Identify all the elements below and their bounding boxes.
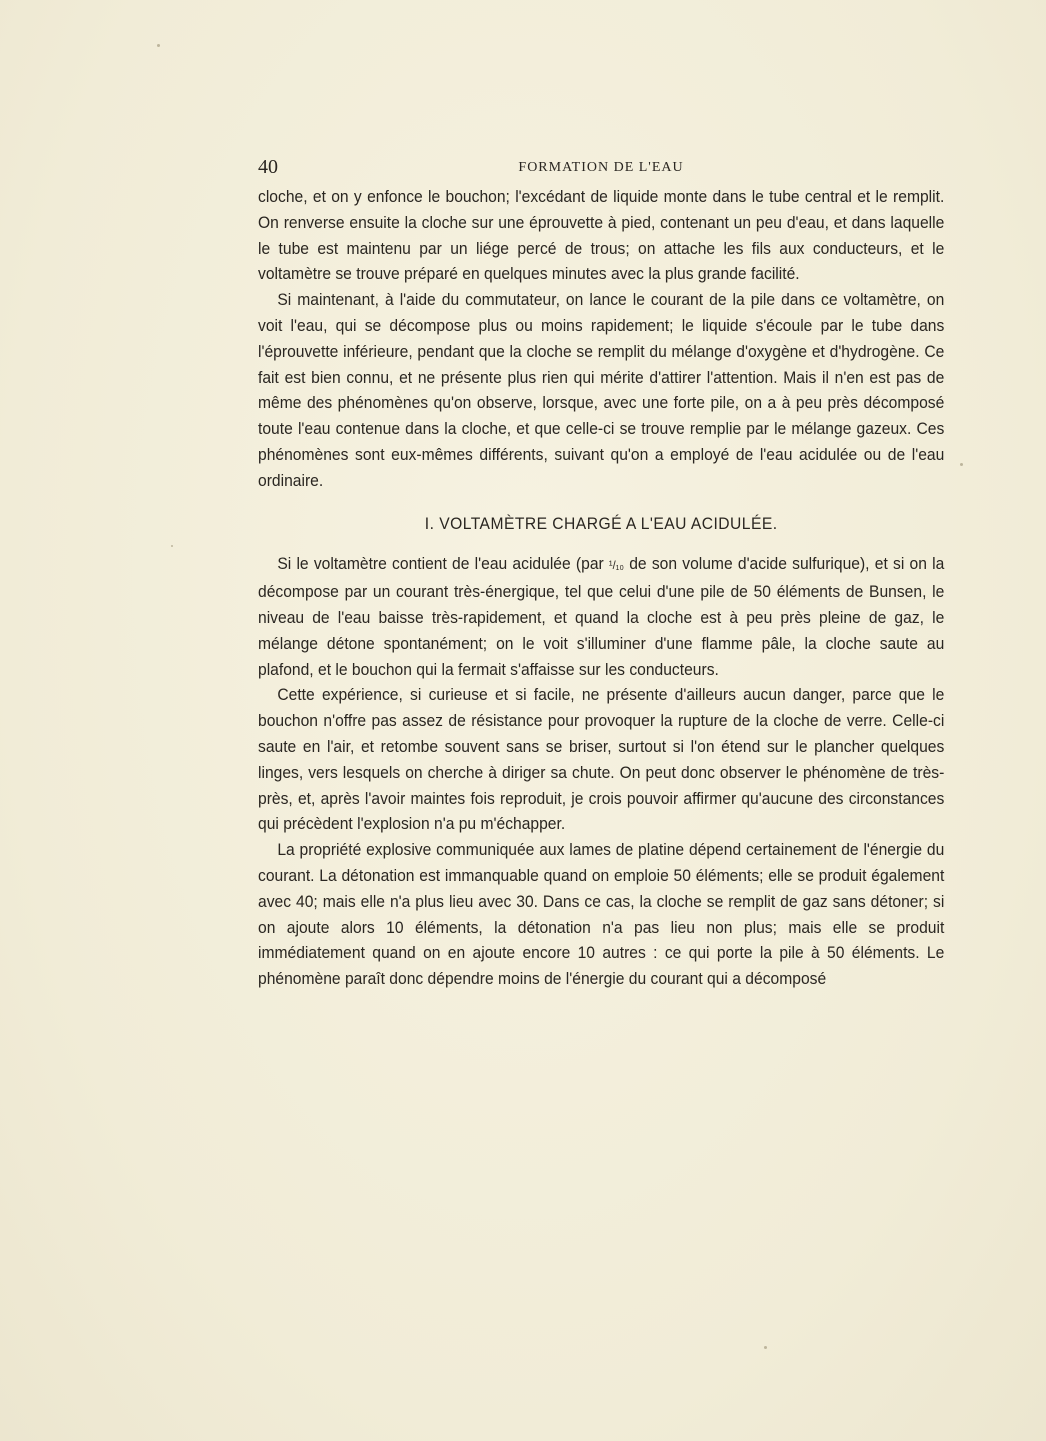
paragraph: Si maintenant, à l'aide du commutateur, on lance le courant de la pile dans ce voltamètre, on voit l'eau, qui se décompose plus ou moins rapidement; le liquide s'écoule par le tube dans l'éprouvette inférieure, pendant que la cloche se remplit du mélange d'oxygène et d'hydrogène. Ce fait est bien connu, et ne présente plus rien qui mérite d'attirer l'attention. Mais il n'en est pas de même des phénomènes qu'on observe, lorsque, avec une forte pile, on a à peu près décomposé toute l'eau contenue dans la cloche, et que celle-ci se trouve remplie par le mélange gazeux. Ces phénomènes sont eux-mêmes différents, suivant qu'on a employé de l'eau acidulée ou de l'eau ordinaire. — [258, 290, 945, 490]
page-number: 40 — [258, 156, 278, 178]
paragraph: La propriété explosive communiquée aux lames de platine dépend certainement de l'énergie du courant. La détonation est immanquable quand on emploie 50 éléments; elle se produit également avec 40; mais elle n'a plus lieu avec 30. Dans ce cas, la cloche se remplit de gaz sans détoner; si on ajoute alors 10 éléments, la détonation n'a pas lieu non plus; mais elle se produit immédiatement quand on en ajoute encore 10 autres : ce qui porte la pile à 50 éléments. Le phénomène paraît donc dépendre moins de l'énergie du courant qui a décomposé — [258, 840, 945, 989]
paper-speck — [171, 545, 173, 547]
paragraph-text: de son volume d'acide sulfurique), et si on la décompose par un courant très-énergique, tel que celui d'une pile de 50 éléments de Bunsen, le niveau de l'eau baisse très-rapidement, et quand la cloche est à peu près pleine de gaz, le mélange détone spontanément; on le voit s'illuminer d'une flamme pâle, la cloche saute au plafond, et le bouchon qui la fermait s'affaisse sur les conducteurs. — [258, 554, 945, 679]
page-header — [258, 154, 944, 180]
paper-speck — [157, 44, 160, 47]
section-heading: I. VOLTAMÈTRE CHARGÉ A L'EAU ACIDULÉE. — [424, 513, 778, 533]
paragraph: Cette expérience, si curieuse et si facile, ne présente d'ailleurs aucun danger, parce que le bouchon n'offre pas assez de résistance pour provoquer la rupture de la cloche de verre. Celle-ci saute en l'air, et retombe souvent sans se briser, surtout si l'on étend sur le plancher quelques linges, vers lesquels on cherche à diriger sa chute. On peut donc observer le phénomène de très-près, et, après l'avoir maintes fois reproduit, je crois pouvoir affirmer qu'aucune des circonstances qui précèdent l'explosion n'a pu m'échapper. — [258, 685, 945, 834]
paragraph: cloche, et on y enfonce le bouchon; l'excédant de liquide monte dans le tube central et le remplit. On renverse ensuite la cloche sur une éprouvette à pied, contenant un peu d'eau, et dans laquelle le tube est maintenu par un liége percé de trous; on attache les fils aux conducteurs, et le voltamètre se trouve préparé en quelques minutes avec la plus grande facilité. — [258, 187, 945, 284]
paragraph-text: Si le voltamètre contient de l'eau acidulée (par — [277, 554, 609, 574]
fraction: ¹/₁₀ — [608, 558, 624, 573]
running-title: FORMATION DE L'EAU — [518, 160, 684, 175]
paragraph — [258, 551, 944, 682]
paper-speck — [960, 463, 963, 466]
body-text — [258, 184, 944, 992]
paper-speck — [764, 1346, 767, 1349]
